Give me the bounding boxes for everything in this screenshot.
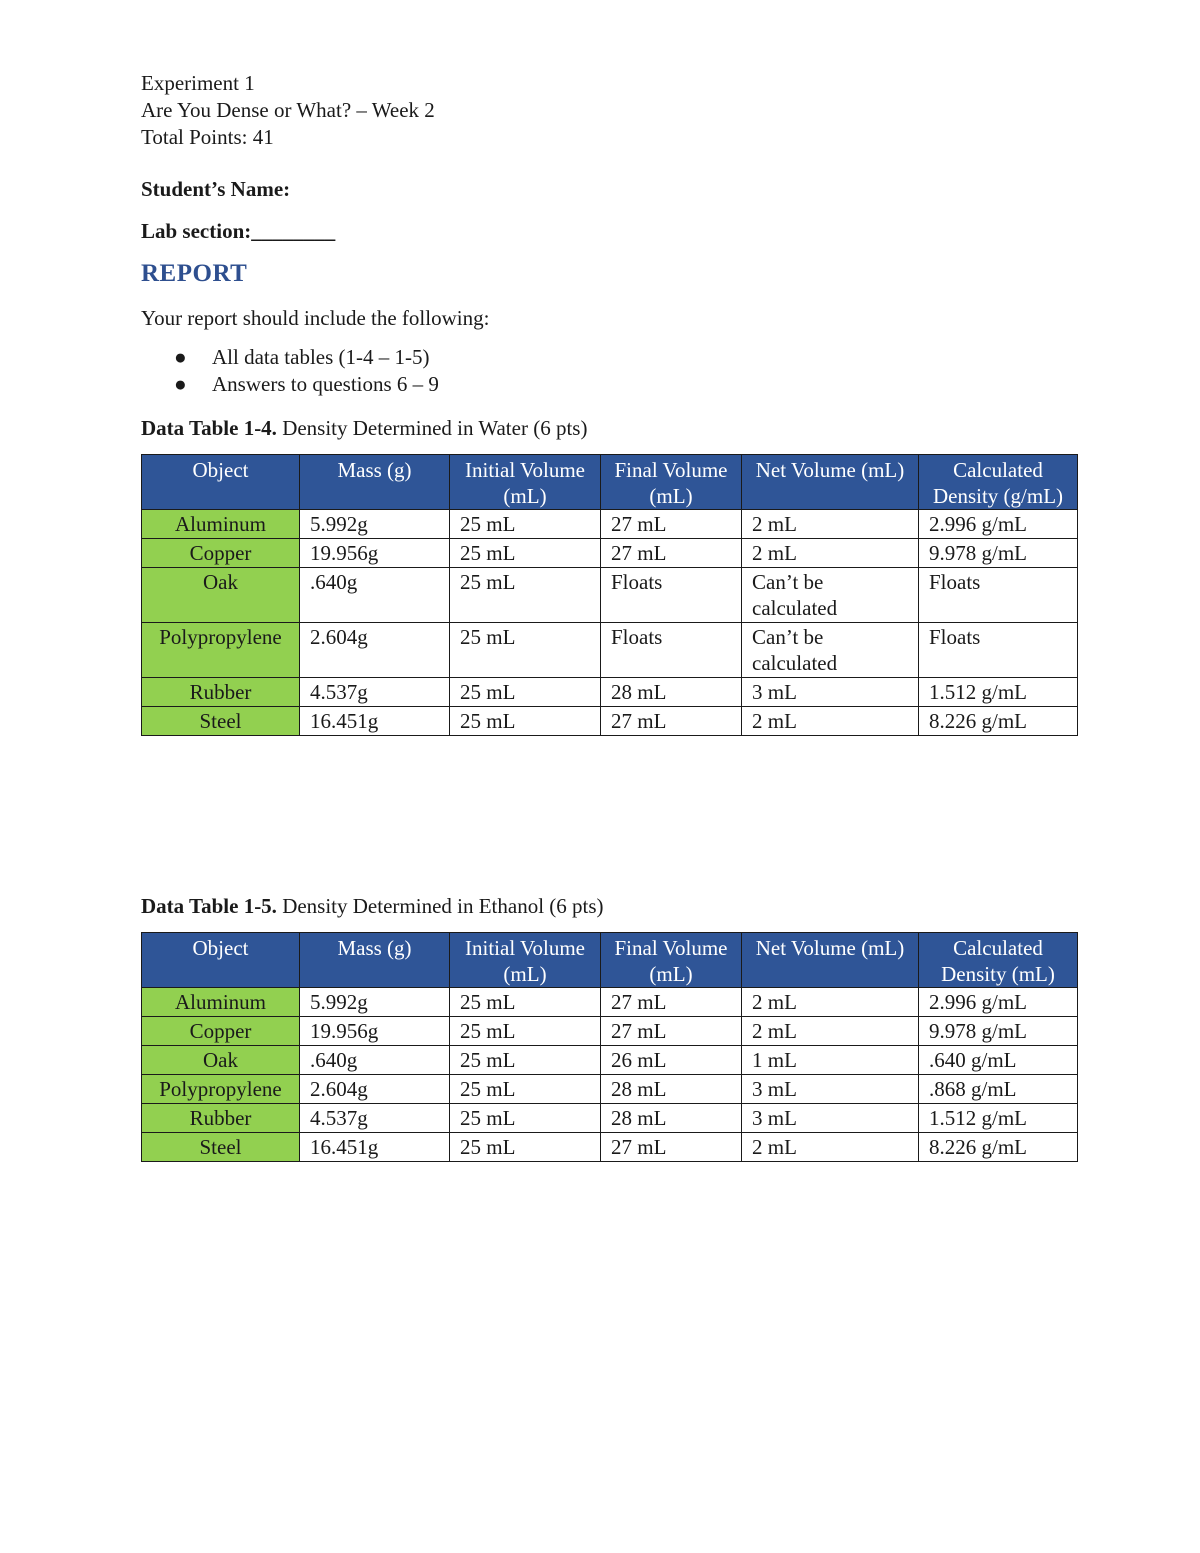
object-name-cell: Oak: [142, 568, 300, 623]
column-header: Net Volume (mL): [742, 933, 919, 988]
table-cell: 4.537g: [300, 678, 450, 707]
table-cell: .640 g/mL: [919, 1046, 1078, 1075]
table-cell: 9.978 g/mL: [919, 539, 1078, 568]
table-cell: 25 mL: [450, 1075, 601, 1104]
table-cell: 28 mL: [601, 678, 742, 707]
table-cell: 4.537g: [300, 1104, 450, 1133]
table-cell: 25 mL: [450, 988, 601, 1017]
table-cell: 25 mL: [450, 510, 601, 539]
object-name-cell: Rubber: [142, 678, 300, 707]
table-row: [142, 510, 1078, 539]
spacer: [141, 736, 1077, 876]
table-cell: Floats: [601, 623, 742, 678]
table-cell: .640g: [300, 568, 450, 623]
table-cell: Floats: [601, 568, 742, 623]
table-cell: 28 mL: [601, 1104, 742, 1133]
object-name-cell: Steel: [142, 1133, 300, 1162]
list-item: [174, 371, 1077, 398]
table-row: [142, 568, 1078, 623]
table-cell: 16.451g: [300, 707, 450, 736]
table-cell: 25 mL: [450, 539, 601, 568]
table-cell: 25 mL: [450, 568, 601, 623]
table-cell: 25 mL: [450, 1133, 601, 1162]
header-row: [142, 455, 1078, 510]
table-row: [142, 707, 1078, 736]
table-row: [142, 1104, 1078, 1133]
requirements-list: [141, 344, 1077, 398]
table-row: [142, 678, 1078, 707]
object-name-cell: Polypropylene: [142, 1075, 300, 1104]
column-header: Net Volume (mL): [742, 455, 919, 510]
table-cell: 2.604g: [300, 1075, 450, 1104]
table-cell: 2 mL: [742, 988, 919, 1017]
table-cell: 9.978 g/mL: [919, 1017, 1078, 1046]
table-cell: 27 mL: [601, 707, 742, 736]
table-cell: 1.512 g/mL: [919, 1104, 1078, 1133]
table-cell: 25 mL: [450, 1104, 601, 1133]
object-name-cell: Rubber: [142, 1104, 300, 1133]
object-name-cell: Polypropylene: [142, 623, 300, 678]
column-header: Object: [142, 455, 300, 510]
object-name-cell: Aluminum: [142, 510, 300, 539]
table-body: [142, 510, 1078, 736]
experiment-title: Are You Dense or What? – Week 2: [141, 98, 435, 122]
table-cell: 16.451g: [300, 1133, 450, 1162]
list-item-text: Answers to questions 6 – 9: [212, 372, 439, 396]
table-number: Data Table 1-4.: [141, 416, 277, 440]
table-cell: Can’t be calculated: [742, 623, 919, 678]
table-cell: 8.226 g/mL: [919, 1133, 1078, 1162]
total-points: Total Points: 41: [141, 125, 274, 149]
table-cell: 2 mL: [742, 1133, 919, 1162]
column-header: Mass (g): [300, 933, 450, 988]
lab-section-field: [141, 219, 1077, 244]
table-cell: 25 mL: [450, 678, 601, 707]
table-cell: Floats: [919, 623, 1078, 678]
header-row: [142, 933, 1078, 988]
column-header: Final Volume (mL): [601, 933, 742, 988]
table-row: [142, 539, 1078, 568]
table-cell: 2.604g: [300, 623, 450, 678]
report-intro: Your report should include the following:: [141, 306, 490, 330]
table-cell: 25 mL: [450, 623, 601, 678]
column-header: Mass (g): [300, 455, 450, 510]
table-cell: 2 mL: [742, 1017, 919, 1046]
table-header: [142, 455, 1078, 510]
table-cell: 1.512 g/mL: [919, 678, 1078, 707]
table-cell: Floats: [919, 568, 1078, 623]
object-name-cell: Oak: [142, 1046, 300, 1075]
column-header: Final Volume (mL): [601, 455, 742, 510]
table-cell: 27 mL: [601, 1017, 742, 1046]
table-cell: 26 mL: [601, 1046, 742, 1075]
table-cell: Can’t be calculated: [742, 568, 919, 623]
column-header: Calculated Density (mL): [919, 933, 1078, 988]
table-cell: 3 mL: [742, 1075, 919, 1104]
column-header: Initial Volume (mL): [450, 455, 601, 510]
table-row: [142, 623, 1078, 678]
student-name-label: Student’s Name:: [141, 177, 291, 201]
table-body: [142, 988, 1078, 1162]
table-cell: 5.992g: [300, 988, 450, 1017]
table-row: [142, 1046, 1078, 1075]
table-cell: 8.226 g/mL: [919, 707, 1078, 736]
list-item: [174, 344, 1077, 371]
table-cell: 19.956g: [300, 539, 450, 568]
table-cell: .868 g/mL: [919, 1075, 1078, 1104]
table-cell: 27 mL: [601, 1133, 742, 1162]
table-header: [142, 933, 1078, 988]
table-row: [142, 1133, 1078, 1162]
table-cell: 19.956g: [300, 1017, 450, 1046]
table-cell: 25 mL: [450, 707, 601, 736]
table-row: [142, 1075, 1078, 1104]
table-cell: 3 mL: [742, 678, 919, 707]
table-caption-1-4: [141, 416, 1077, 441]
table-cell: 2.996 g/mL: [919, 988, 1078, 1017]
table-cell: 1 mL: [742, 1046, 919, 1075]
data-table-1-4: [141, 454, 1078, 736]
column-header: Calculated Density (g/mL): [919, 455, 1078, 510]
table-cell: 2 mL: [742, 707, 919, 736]
experiment-number: Experiment 1: [141, 71, 255, 95]
table-cell: .640g: [300, 1046, 450, 1075]
table-cell: 27 mL: [601, 988, 742, 1017]
data-table-1-5: [141, 932, 1078, 1162]
list-item-text: All data tables (1-4 – 1-5): [212, 345, 430, 369]
column-header: Object: [142, 933, 300, 988]
table-cell: 5.992g: [300, 510, 450, 539]
object-name-cell: Copper: [142, 1017, 300, 1046]
lab-section-label: Lab section:: [141, 219, 252, 243]
table-cell: 2.996 g/mL: [919, 510, 1078, 539]
table-number: Data Table 1-5.: [141, 894, 277, 918]
table-cell: 25 mL: [450, 1017, 601, 1046]
bullet-icon: ●: [174, 345, 187, 369]
table-caption-1-5: [141, 894, 1077, 919]
report-heading: REPORT: [141, 260, 248, 287]
table-row: [142, 1017, 1078, 1046]
table-cell: 2 mL: [742, 539, 919, 568]
table-cell: 28 mL: [601, 1075, 742, 1104]
table-cell: 27 mL: [601, 539, 742, 568]
table-cell: 25 mL: [450, 1046, 601, 1075]
table-cell: 2 mL: [742, 510, 919, 539]
object-name-cell: Aluminum: [142, 988, 300, 1017]
table-description: Density Determined in Water (6 pts): [276, 416, 588, 440]
table-description: Density Determined in Ethanol (6 pts): [276, 894, 604, 918]
object-name-cell: Copper: [142, 539, 300, 568]
column-header: Initial Volume (mL): [450, 933, 601, 988]
document-page: [141, 70, 1077, 1162]
lab-section-blank: ________: [251, 219, 336, 243]
bullet-icon: ●: [174, 372, 187, 396]
table-row: [142, 988, 1078, 1017]
table-cell: 27 mL: [601, 510, 742, 539]
object-name-cell: Steel: [142, 707, 300, 736]
table-cell: 3 mL: [742, 1104, 919, 1133]
